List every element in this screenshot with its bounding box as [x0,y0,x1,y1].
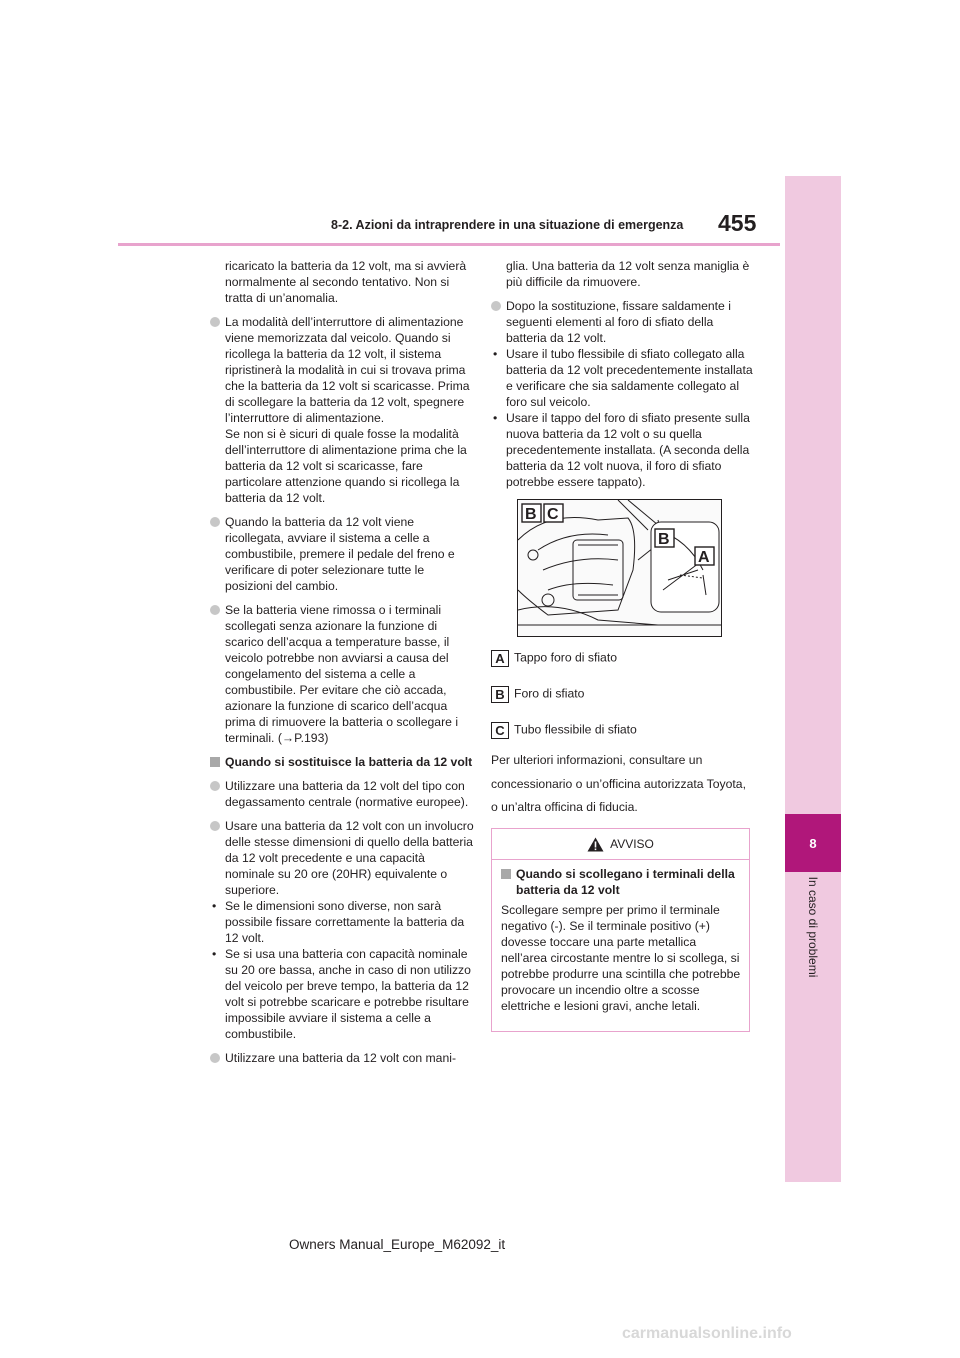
page-number: 455 [718,210,757,236]
chapter-tab-label: In caso di problemi [806,876,820,978]
figure-label-c: C [547,506,559,523]
legend-key-a: A [491,650,509,667]
chapter-tab [785,176,841,1182]
legend-item-a [491,650,617,667]
warning-content [501,866,744,1014]
footer-doc-id: Owners Manual_Europe_M62092_it [289,1237,506,1252]
legend-text-a: Tappo foro di sfiato [514,650,617,665]
intro-paragraph: ricaricato la batteria da 12 volt, ma si avvierà normalmente al secondo tentativo. Non si tratta di un’anomalia. [225,259,467,305]
bullet-reconnect: Quando la batteria da 12 volt viene ricollegata, avviare il sistema a celle a combustibile, premere il pedale del freno e verificare di poter selezionare tutte le posizioni del cambio. [210,514,474,594]
warning-box [491,828,750,1032]
legend-text-b: Foro di sfiato [514,686,585,701]
sub-bullet-size: • Se le dimensioni sono diverse, non sarà possibile fissare correttamente la batteria da 12 volt. [210,898,474,946]
figure-label-a: A [698,549,710,566]
bullet-handle-cont: glia. Una batteria da 12 volt senza maniglia è più difficile da rimuovere. [506,259,750,289]
warning-triangle-icon [587,837,604,852]
warning-title: AVVISO [610,837,654,851]
subhead-replace-battery: Quando si sostituisce la batteria da 12 volt [210,754,474,770]
bullet-water-drain: Se la batteria viene rimossa o i terminali scollegati senza azionare la funzione di scarico dell’acqua a temperature basse, il veicolo potrebbe non avviarsi a causa del congelamento del sistema a celle a combustibile. Per evitare che ciò accada, azionare la funzione di scarico dell’acqua prima di rimuovere la batteria o scollegare i terminali. (→P.193) [210,602,474,746]
section-title: 8-2. Azioni da intraprendere in una situazione di emergenza [331,218,684,232]
sub-bullet-capacity: • Se si usa una batteria con capacità nominale su 20 ore bassa, anche in caso di non utilizzo del veicolo per breve tempo, la batteria da 12 volt si potrebbe scaricare e potrebbe risultare impossibile avviare il sistema a celle a combustibile. [210,946,474,1042]
bullet-vent-fix: Dopo la sostituzione, fissare saldamente i seguenti elementi al foro di sfiato della batteria da 12 volt. [491,298,753,346]
legend-key-b: B [491,686,509,703]
figure-label-b-inset: B [658,531,670,548]
bullet-battery-size: Usare una batteria da 12 volt con un involucro delle stesse dimensioni di quello della batteria da 12 volt precedente e una capacità nominale su 20 ore (20HR) equivalente o superiore. [210,818,474,898]
legend-key-c: C [491,722,509,739]
legend-text-c: Tubo flessibile di sfiato [514,722,637,737]
bullet-memory-mode: La modalità dell’interruttore di alimentazione viene memorizzata dal veicolo. Quando si ricollega la batteria da 12 volt, il sistema ripristinerà la modalità in cui si trovava prima che la batteria da 12 volt si scaricasse. Prima di scollegare la batteria da 12 volt, spegnere l’interruttore di alimentazione. [210,314,474,426]
sub-bullet-vent-hose: • Usare il tubo flessibile di sfiato collegato alla batteria da 12 volt precedentemente installata e verificare che sia saldamente collegato al foro sul veicolo. [491,346,753,410]
legend-item-b [491,686,584,703]
text-column-right [491,258,753,490]
text-column-left [210,258,474,1066]
more-info-paragraph: Per ulteriori informazioni, consultare un concessionario o un’officina autorizzata Toyota, o un’altra officina di fiducia. [491,753,746,814]
bullet-handle: Utilizzare una batteria da 12 volt con mani- [210,1050,474,1066]
warning-subhead: Quando si scollegano i terminali della batteria da 12 volt [501,866,744,898]
battery-vent-illustration [517,499,722,637]
header-divider [118,243,780,246]
chapter-tab-number: 8 [785,814,841,872]
warning-text: Scollegare sempre per primo il terminale negativo (-). Se il terminale positivo (+) dovesse toccare una parte metallica nell’area circostante mentre lo si scollega, si potrebbe produrre una scintilla che potrebbe provocare un incendio oltre a scosse elettriche e lesioni gravi, anche letali. [501,903,741,1013]
figure-label-b-top: B [525,506,537,523]
bullet-battery-type: Utilizzare una batteria da 12 volt del tipo con degassamento centrale (normative europee). [210,778,474,810]
engine-bay-drawing [518,500,721,636]
watermark: carmanualsonline.info [622,1325,792,1342]
legend-item-c [491,722,637,739]
bullet-memory-mode-cont: Se non si è sicuri di quale fosse la modalità dell’interruttore di alimentazione prima che la batteria da 12 volt si scaricasse, fare particolare attenzione quando si ricollega la batteria da 12 volt. [225,427,467,505]
sub-bullet-vent-cap: • Usare il tappo del foro di sfiato presente sulla nuova batteria da 12 volt o su quella precedentemente installata. (A seconda della batteria da 12 volt nuova, il foro di sfiato potrebbe essere tappato). [491,410,753,490]
warning-header [492,829,749,860]
